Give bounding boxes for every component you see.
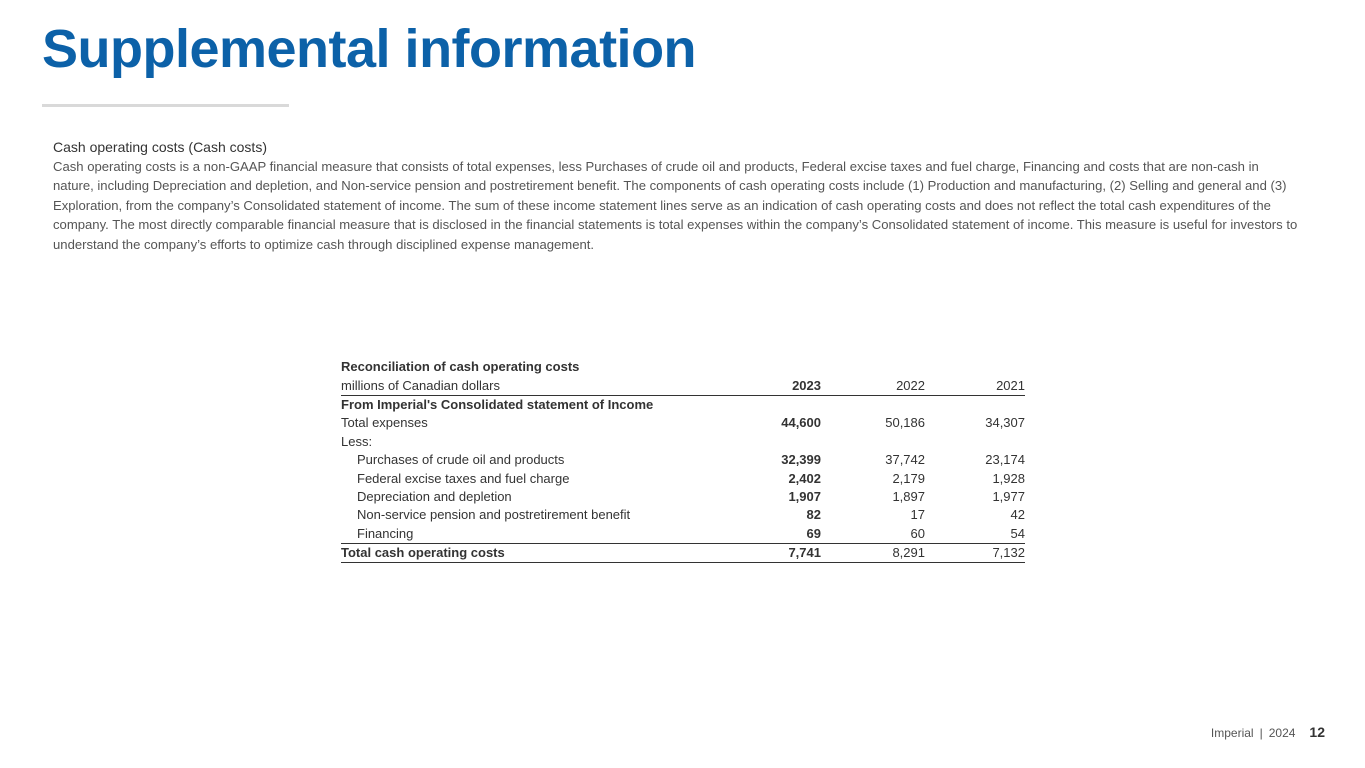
cell-2021: 1,928 — [992, 470, 1025, 486]
cell-2022: 1,897 — [892, 488, 925, 504]
footer-company: Imperial — [1210, 726, 1254, 740]
cell-2021: 7,132 — [925, 543, 1025, 562]
year-header-2021: 2021 — [925, 376, 1025, 395]
cell-2021: 23,174 — [985, 452, 1025, 468]
cell-2023: 2,402 — [788, 470, 821, 486]
cell-2022: 17 — [910, 507, 925, 523]
table-row — [341, 506, 1025, 524]
cell-2022: 37,742 — [885, 452, 925, 468]
less-label: Less: — [341, 433, 373, 449]
table-title-row — [341, 358, 1025, 376]
source-heading-row — [341, 395, 1025, 414]
cell-2021: 1,977 — [992, 488, 1025, 504]
table-row — [341, 488, 1025, 506]
table-row — [341, 469, 1025, 487]
source-heading: From Imperial's Consolidated statement of Income — [341, 396, 654, 412]
footer-brand — [1211, 726, 1296, 740]
cell-2023: 1,907 — [788, 488, 821, 504]
cell-2021: 54 — [1010, 525, 1025, 541]
title-underline — [42, 104, 289, 107]
total-row — [341, 543, 1025, 562]
unit-label: millions of Canadian dollars — [341, 376, 741, 395]
page-number: 12 — [1309, 724, 1325, 740]
year-header-2023: 2023 — [741, 376, 821, 395]
cell-2021: 42 — [1010, 507, 1025, 523]
row-label-financing: Financing — [357, 525, 414, 541]
reconciliation-table — [341, 358, 1025, 563]
cell-2023: 82 — [806, 507, 821, 523]
cell-2022: 50,186 — [885, 415, 925, 431]
table-row — [341, 451, 1025, 469]
footer-year: 2024 — [1268, 726, 1296, 740]
less-row — [341, 433, 1025, 451]
row-label-depreciation: Depreciation and depletion — [357, 488, 512, 504]
cell-2022: 8,291 — [821, 543, 925, 562]
page-title: Supplemental information — [42, 19, 697, 79]
section-heading: Cash operating costs (Cash costs) — [53, 139, 267, 155]
cash-costs-section — [53, 138, 1298, 254]
cell-2023: 7,741 — [741, 543, 821, 562]
table-header-row — [341, 376, 1025, 395]
cell-2023: 32,399 — [781, 452, 821, 468]
cell-2023: 69 — [806, 525, 821, 541]
row-label-purchases: Purchases of crude oil and products — [357, 452, 565, 468]
row-label-total-expenses: Total expenses — [341, 415, 428, 431]
footer — [1211, 724, 1325, 740]
cell-2021: 34,307 — [985, 415, 1025, 431]
table-row — [341, 525, 1025, 544]
row-label-pension: Non-service pension and postretirement benefit — [357, 507, 631, 523]
year-header-2022: 2022 — [821, 376, 925, 395]
row-label-excise-taxes: Federal excise taxes and fuel charge — [357, 470, 570, 486]
cell-2022: 2,179 — [892, 470, 925, 486]
section-body-text: Cash operating costs is a non-GAAP financial measure that consists of total expenses, less Purchases of crude oil and products, Federal excise taxes and fuel charge, Financing and costs that are non-cash in nature, including Depreciation and depletion, and Non-service pension and postretirement benefit. The components of cash operating costs include (1) Production and manufacturing, (2) Selling and general and (3) Exploration, from the company’s Consolidated statement of income. The sum of these income statement lines serve as an indication of cash operating costs and does not reflect the total cash expenditures of the company. The most directly comparable financial measure that is disclosed in the financial statements is total expenses within the company’s Consolidated statement of income. This measure is useful for investors to understand the company’s efforts to optimize cash through disciplined expense management. — [53, 159, 1298, 252]
footer-separator: | — [1259, 726, 1263, 740]
table-row — [341, 414, 1025, 432]
row-label-total-cash-costs: Total cash operating costs — [341, 543, 741, 562]
cell-2023: 44,600 — [781, 415, 821, 431]
table-title: Reconciliation of cash operating costs — [341, 359, 580, 375]
cell-2022: 60 — [910, 525, 925, 541]
